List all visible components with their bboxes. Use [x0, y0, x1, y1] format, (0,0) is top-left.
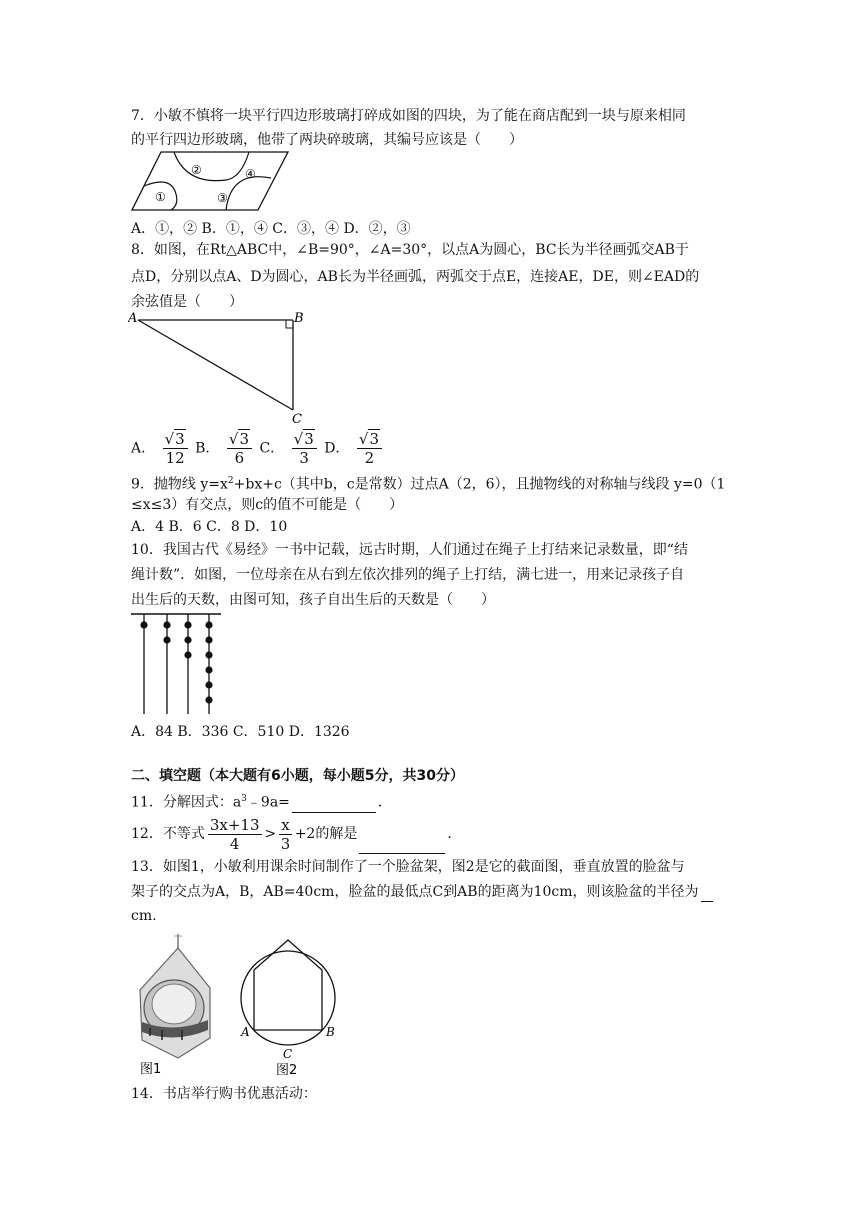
q13-line3: cm. — [131, 908, 157, 924]
q8-option-b-fraction: $\frac{√3}{6}$ — [227, 430, 252, 467]
q8-option-a-denominator: 12 — [165, 449, 185, 467]
q8-option-b-denominator: 6 — [234, 449, 245, 467]
q12-numerator-right: x — [281, 815, 290, 834]
q10-knotted-rope-figure — [131, 608, 226, 718]
q11-prefix: 11．分解因式：a — [131, 794, 242, 811]
q8-option-b-label: B． — [195, 440, 220, 457]
q13-figure-2-diagram — [241, 940, 335, 1045]
q12-denominator-right: 3 — [280, 834, 291, 853]
q14-line1: 14．书店举行购书优惠活动： — [131, 1086, 317, 1102]
q13-figures — [128, 930, 343, 1080]
q12-answer-blank[interactable] — [359, 839, 445, 854]
q11-exponent: 3 — [241, 794, 247, 804]
q13-caption-figure-2: 图2 — [276, 1063, 298, 1078]
q9-line1 — [131, 471, 725, 495]
q8-option-c-label: C． — [259, 440, 285, 457]
q11-answer-blank[interactable] — [292, 798, 376, 813]
q12-greater-than: > — [264, 826, 277, 842]
q12-line — [131, 814, 461, 854]
q7-label-3: ③ — [217, 191, 228, 205]
q8-triangle-figure — [128, 308, 313, 426]
q8-option-b-radicand: 3 — [239, 430, 249, 448]
q13-line2 — [131, 882, 715, 902]
q9-line1-b: +bx+c（其中b，c是常数）过点A（2，6），且抛物线的对称轴与线段 y=0（1 — [233, 476, 726, 493]
q12-fraction-right — [279, 816, 291, 853]
q8-vertex-c: C — [292, 412, 302, 426]
q8-vertex-a: A — [128, 311, 138, 326]
q8-vertex-b: B — [294, 311, 304, 326]
q7-label-1: ① — [155, 190, 166, 204]
q7-line1: 7．小敏不慎将一块平行四边形玻璃打碎成如图的四块，为了能在商店配到一块与原来相同 — [131, 108, 686, 124]
q10-line1: 10．我国古代《易经》一书中记载，远古时期，人们通过在绳子上打结来记录数量，即“结 — [131, 542, 688, 558]
q9-exponent: 2 — [227, 476, 234, 486]
q8-line1: 8．如图，在Rt△ABC中，∠B=90°，∠A=30°，以点A为圆心，BC长为半径画弧交AB于 — [131, 242, 689, 258]
q12-plus-two: +2的解是 — [294, 826, 358, 842]
q13-point-b: B — [326, 1025, 335, 1039]
q11-end: ． — [377, 794, 392, 811]
q8-option-c-radicand: 3 — [304, 430, 314, 448]
q10-line3: 出生后的天数，由图可知，孩子自出生后的天数是（ ） — [131, 592, 495, 608]
q12-prefix: 12．不等式 — [131, 826, 205, 842]
q8-option-a-label: A． — [131, 440, 156, 457]
section-2-heading: 二、填空题（本大题有6小题，每小题5分，共30分） — [131, 768, 464, 784]
q13-point-a: A — [241, 1025, 250, 1039]
q12-end: ． — [447, 826, 462, 842]
q7-label-4: ④ — [245, 167, 256, 181]
q13-answer-blank[interactable] — [701, 887, 713, 902]
q12-fraction-left — [208, 816, 262, 853]
q8-option-d-denominator: 2 — [364, 449, 375, 467]
q8-option-a-radicand: 3 — [175, 430, 185, 448]
q12-denominator-left: 4 — [229, 834, 240, 853]
q13-figure-1-photo — [140, 934, 210, 1058]
q13-line2-text: 架子的交点为A，B，AB=40cm，脸盆的最低点C到AB的距离为10cm，则该脸盆的半径为 — [131, 884, 699, 900]
q8-option-c-denominator: 3 — [299, 449, 309, 467]
q8-option-d-radicand: 3 — [369, 430, 379, 448]
q13-point-c: C — [283, 1047, 293, 1061]
q9-line2: ≤x≤3）有交点，则c的值不可能是（ ） — [131, 497, 404, 513]
q7-parallelogram-figure — [131, 150, 291, 214]
q7-label-2: ② — [191, 163, 202, 177]
q9-line1-a: 9．抛物线 y=x — [131, 476, 228, 493]
q8-option-d-fraction: $\frac{√3}{2}$ — [357, 430, 382, 467]
q7-line2: 的平行四边形玻璃，他带了两块碎玻璃，其编号应该是（ ） — [131, 132, 523, 148]
q8-option-d-label: D． — [324, 440, 350, 457]
q13-line1: 13．如图1，小敏利用课余时间制作了一个脸盆架，图2是它的截面图，垂直放置的脸盆与 — [131, 859, 685, 875]
q10-options: A．84 B．336 C．510 D．1326 — [131, 724, 350, 740]
q12-numerator-left: 3x+13 — [209, 815, 260, 834]
q11-suffix: ﹣9a= — [246, 794, 290, 811]
q8-options — [131, 430, 385, 467]
q10-line2: 绳计数”．如图，一位母亲在从右到左依次排列的绳子上打结，满七进一，用来记录孩子自 — [131, 567, 685, 583]
q8-option-c-fraction: $\frac{√3}{3}$ — [292, 430, 317, 467]
q11-line — [131, 789, 392, 813]
q13-caption-figure-1: 图1 — [140, 1062, 162, 1077]
q8-line3: 余弦值是（ ） — [131, 294, 243, 310]
q9-options: A．4 B．6 C．8 D．10 — [131, 519, 288, 535]
q8-option-a-fraction: $\frac{√3}{12}$ — [163, 430, 188, 467]
q8-line2: 点D，分别以点A、D为圆心，AB长为半径画弧，两弧交于点E，连接AE，DE，则∠EAD的 — [131, 269, 700, 285]
q7-options: A．①，② B．①，④ C．③，④ D．②，③ — [131, 221, 411, 237]
